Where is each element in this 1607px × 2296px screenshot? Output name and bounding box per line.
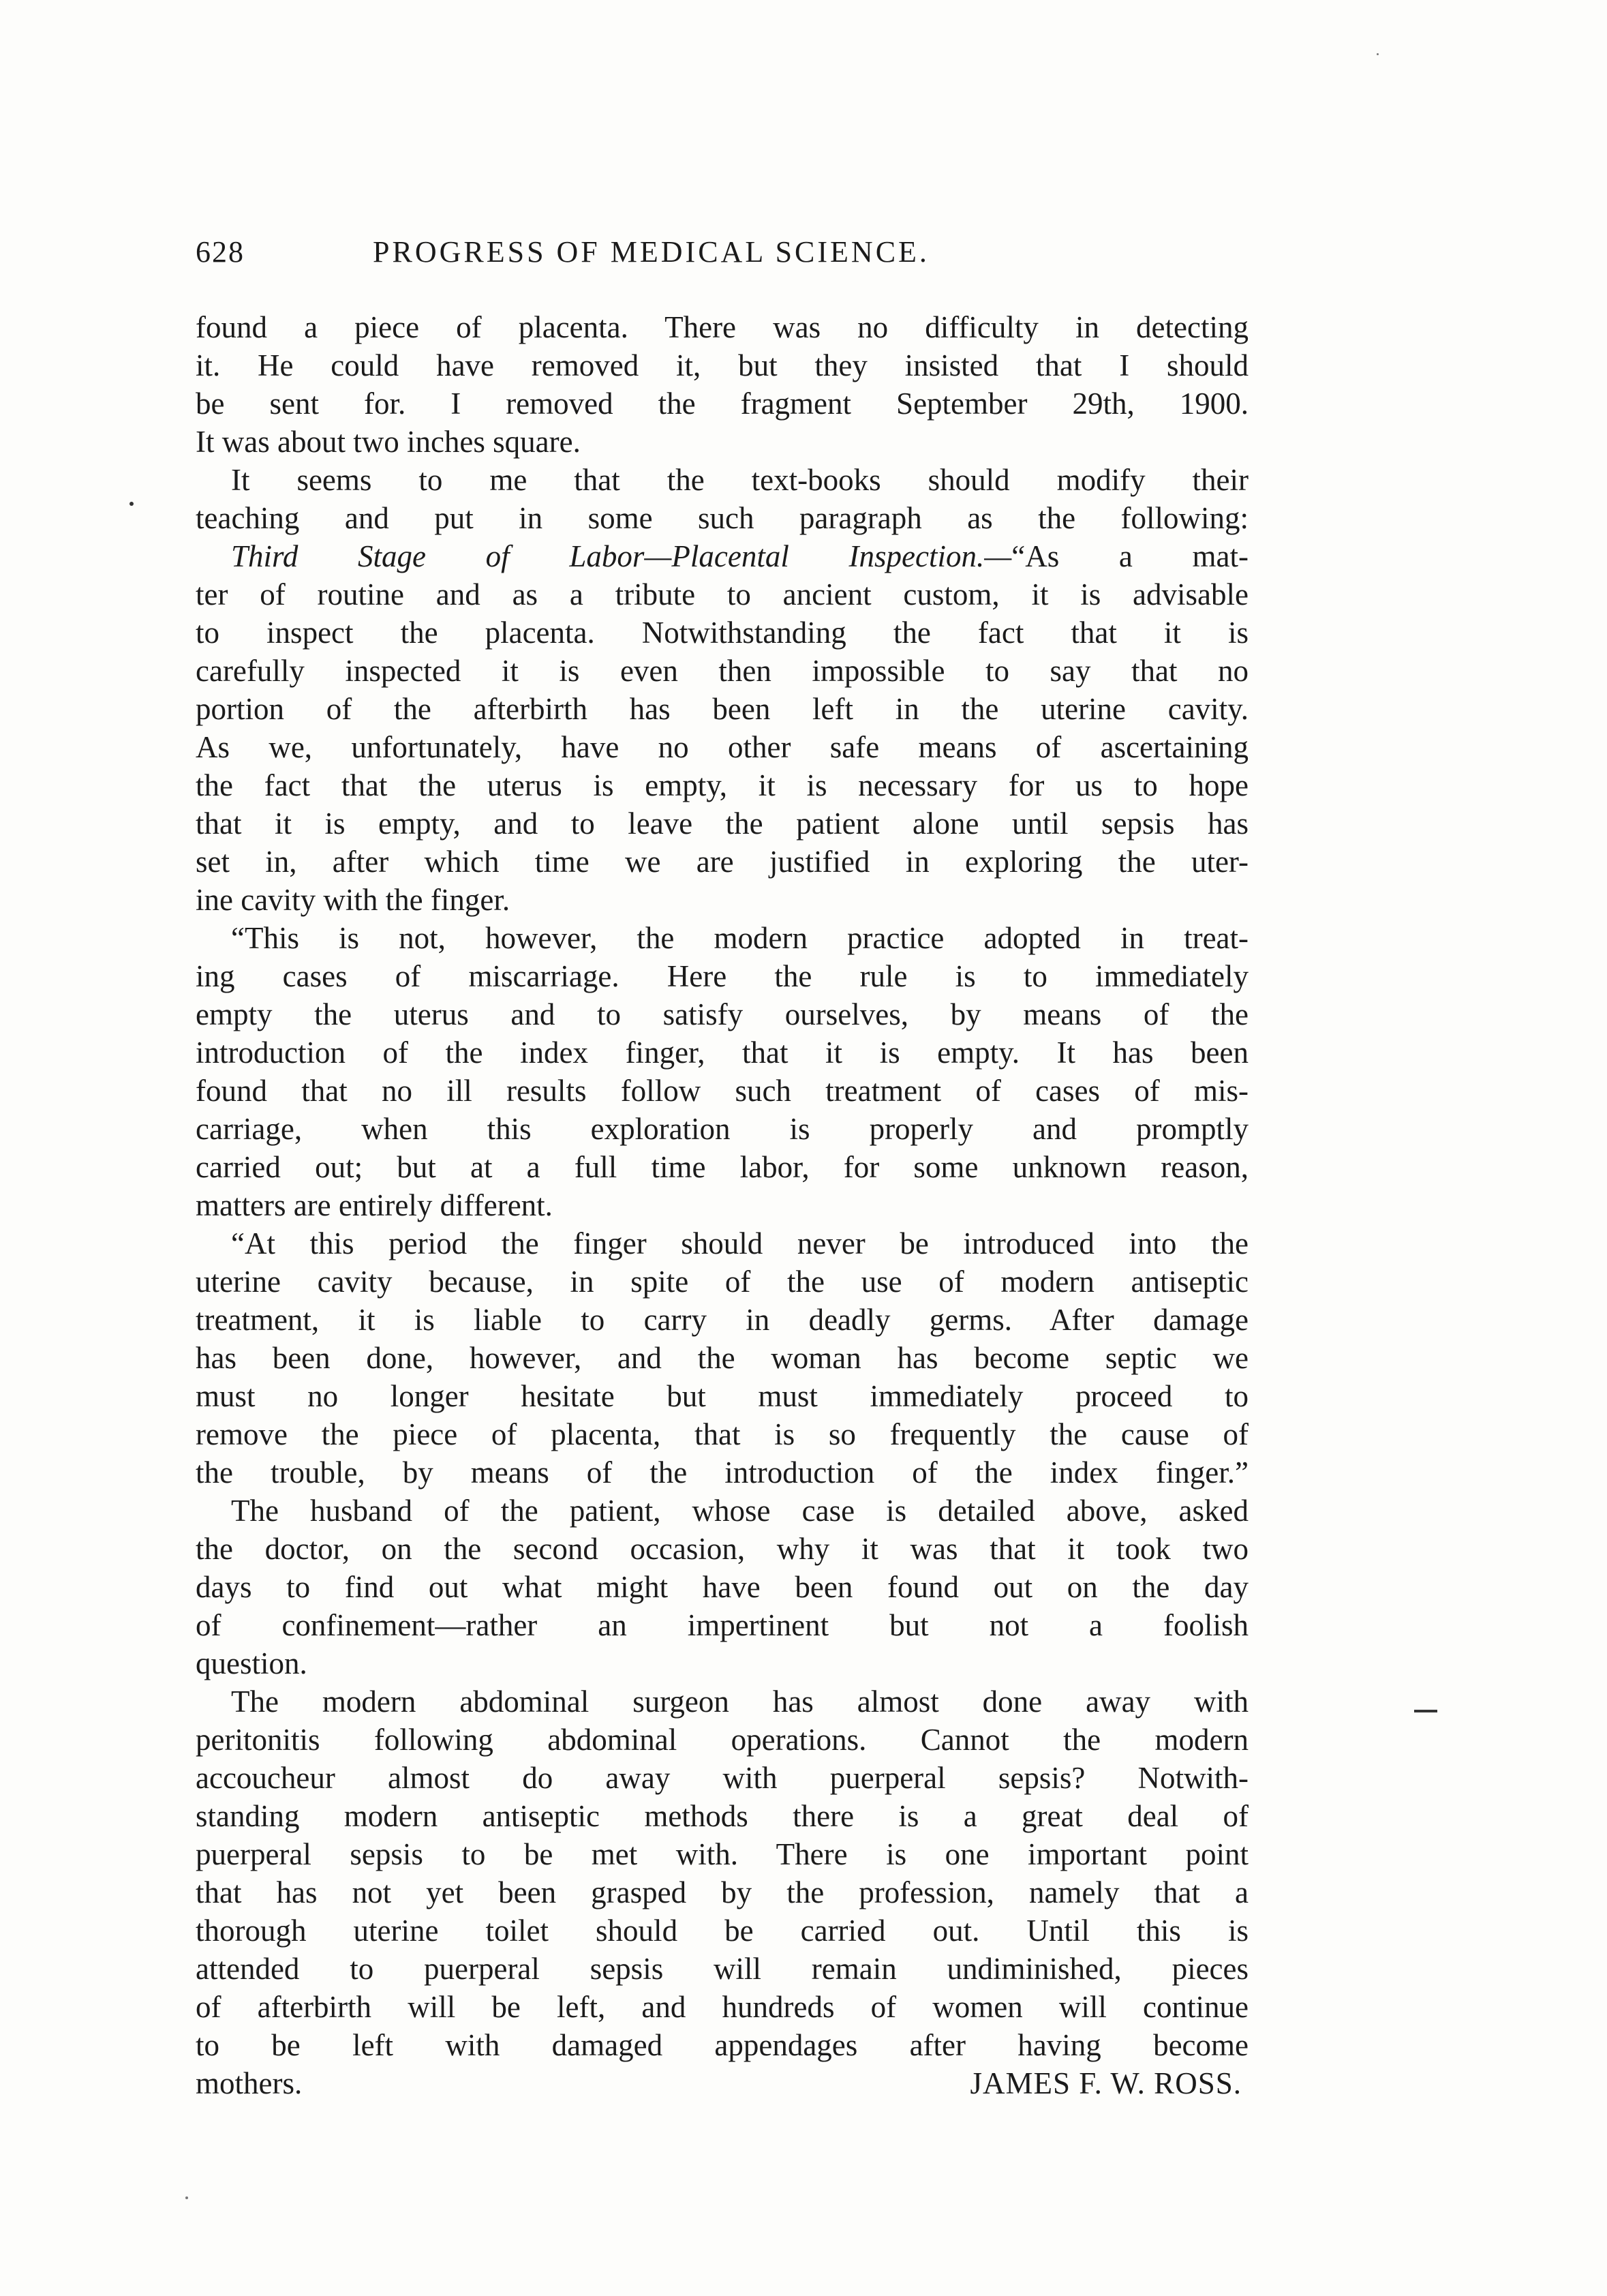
text-line: found a piece of placenta. There was no difficulty in detecting xyxy=(196,310,1249,344)
text-line: remove the piece of placenta, that is so frequently the cause of xyxy=(196,1417,1249,1451)
text-line: It was about two inches square. xyxy=(196,425,581,459)
scan-speck xyxy=(1377,53,1379,55)
text-line: of confinement—rather an impertinent but not a foolish xyxy=(196,1608,1249,1642)
text-line: the fact that the uterus is empty, it is necessary for us to hope xyxy=(196,768,1249,802)
text-line: As we, unfortunately, have no other safe means of ascertaining xyxy=(196,730,1249,764)
text-line: teaching and put in some such paragraph as the following: xyxy=(196,501,1249,535)
closing-line xyxy=(196,2064,1249,2102)
text-line: that has not yet been grasped by the profession, namely that a xyxy=(196,1875,1249,1909)
text-line: accoucheur almost do away with puerperal sepsis? Notwith- xyxy=(196,1761,1249,1795)
text-line: that it is empty, and to leave the patient alone until sepsis has xyxy=(196,806,1249,841)
text-line: It seems to me that the text-books should modify their xyxy=(231,463,1249,497)
text-line: The modern abdominal surgeon has almost done away with xyxy=(231,1685,1249,1719)
heading-line xyxy=(196,537,1249,575)
text-line: “At this period the finger should never be introduced into the xyxy=(231,1226,1249,1260)
section-heading: Third Stage of Labor—Placental Inspection.— xyxy=(231,539,1012,573)
text-line: The husband of the patient, whose case is detailed above, asked xyxy=(231,1494,1249,1528)
closing-text: mothers. xyxy=(196,2066,303,2100)
text-line: question. xyxy=(196,1646,307,1680)
text-line: has been done, however, and the woman has become septic we xyxy=(196,1341,1249,1375)
text-line: puerperal sepsis to be met with. There is one important point xyxy=(196,1837,1249,1871)
text-line: the doctor, on the second occasion, why it was that it took two xyxy=(196,1532,1249,1566)
text-line: ing cases of miscarriage. Here the rule is to immediately xyxy=(196,959,1249,993)
text-line: introduction of the index finger, that it is empty. It has been xyxy=(196,1036,1249,1070)
text-line: attended to puerperal sepsis will remain undiminished, pieces xyxy=(196,1952,1249,1986)
text-line: be sent for. I removed the fragment September 29th, 1900. xyxy=(196,387,1249,421)
text-line: carefully inspected it is even then impossible to say that no xyxy=(196,654,1249,688)
text-line: the trouble, by means of the introduction of the index finger.” xyxy=(196,1455,1249,1490)
text-line: to inspect the placenta. Notwithstanding the fact that it is xyxy=(196,616,1249,650)
text-line: ter of routine and as a tribute to ancient custom, it is advisable xyxy=(196,577,1249,611)
margin-dot xyxy=(129,502,134,506)
text-line: treatment, it is liable to carry in deadly germs. After damage xyxy=(196,1303,1249,1337)
scan-speck xyxy=(185,2196,188,2199)
text-line: carriage, when this exploration is properly and promptly xyxy=(196,1112,1249,1146)
text-line: ine cavity with the finger. xyxy=(196,883,510,917)
author-signature: JAMES F. W. ROSS. xyxy=(970,2066,1242,2100)
text-line: of afterbirth will be left, and hundreds of women will continue xyxy=(196,1990,1249,2024)
text-line: matters are entirely different. xyxy=(196,1188,553,1222)
text-line: set in, after which time we are justified in exploring the uter- xyxy=(196,845,1249,879)
text-line: standing modern antiseptic methods there is a great deal of xyxy=(196,1799,1249,1833)
text-line: must no longer hesitate but must immediately proceed to xyxy=(196,1379,1249,1413)
text-line: “This is not, however, the modern practice adopted in treat- xyxy=(231,921,1249,955)
text-line: portion of the afterbirth has been left in the uterine cavity. xyxy=(196,692,1249,726)
page-number: 628 xyxy=(196,235,245,269)
text-line: to be left with damaged appendages after having become xyxy=(196,2028,1249,2062)
page-header xyxy=(196,232,1266,273)
body-text xyxy=(196,308,1249,2102)
text-line: carried out; but at a full time labor, for some unknown reason, xyxy=(196,1150,1249,1184)
text-line: it. He could have removed it, but they insisted that I should xyxy=(196,348,1249,382)
text-line: found that no ill results follow such treatment of cases of mis- xyxy=(196,1074,1249,1108)
text-line: peritonitis following abdominal operations. Cannot the modern xyxy=(196,1723,1249,1757)
margin-dash xyxy=(1414,1710,1437,1712)
text-line: empty the uterus and to satisfy ourselves, by means of the xyxy=(196,997,1249,1031)
text-line: days to find out what might have been found out on the day xyxy=(196,1570,1249,1604)
running-title: PROGRESS OF MEDICAL SCIENCE. xyxy=(373,235,930,269)
text-line: “As a mat- xyxy=(1011,539,1249,573)
text-line: uterine cavity because, in spite of the use of modern antiseptic xyxy=(196,1265,1249,1299)
text-line: thorough uterine toilet should be carried out. Until this is xyxy=(196,1914,1249,1948)
